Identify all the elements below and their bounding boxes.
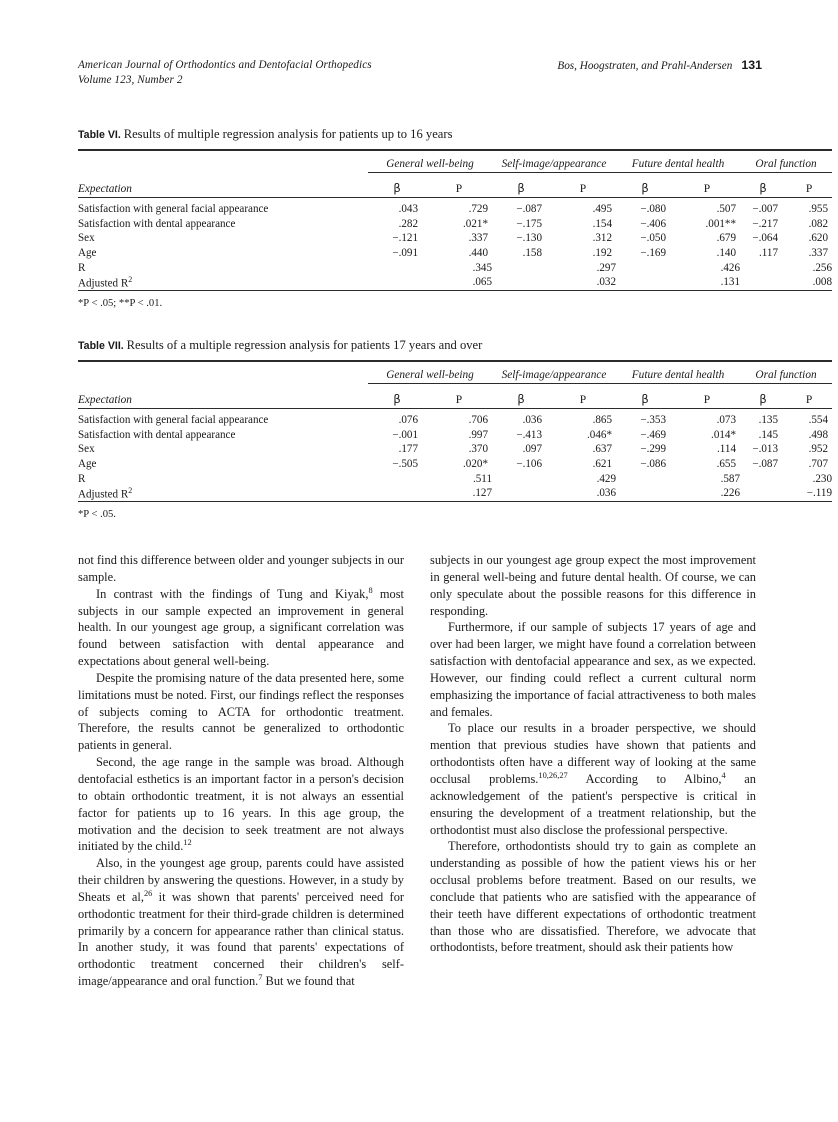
table-vi-s0-c3: .256: [812, 261, 833, 274]
table-vii-s1-c2: .226: [720, 487, 741, 500]
table-vi-s0-c2: .426: [720, 261, 741, 274]
table-vi-s1-c1: .032: [596, 276, 616, 289]
paragraph: [78, 754, 404, 855]
table-vii-r0-c2: .036: [492, 409, 550, 428]
table-vi-s1-c0: .065: [472, 276, 492, 289]
table-vi-group-0: General well-being: [368, 150, 492, 173]
table-vi-s1-label-text: Adjusted R: [78, 277, 129, 290]
journal-title: American Journal of Orthodontics and Dentofacial Orthopedics: [78, 59, 372, 71]
table-vii-r1-c3: .046*: [587, 428, 612, 441]
page-number: 131: [741, 58, 762, 72]
table-row: [78, 217, 832, 232]
table-vii-r1-c4: −.469: [640, 428, 666, 441]
table-vi-sub-0-beta: β: [393, 181, 401, 195]
table-vi-r1-c3: .154: [592, 217, 612, 230]
table-vi-r2-c3: .312: [592, 232, 612, 245]
reference-marker: 4: [721, 770, 726, 780]
table-vii-footnote: *P < .05.: [78, 508, 116, 520]
table-vii-r3-c6: −.087: [752, 458, 779, 471]
table-row: [78, 457, 832, 472]
table-vii-r3-c7: .707: [808, 458, 829, 471]
paragraph: [78, 855, 404, 990]
table-vi-r1-c0: .282: [398, 217, 418, 230]
paragraph: Therefore, orthodontists should try to gain as complete an understanding as possible of how the patient views his or her occlusal problems before treatment. Based on our results, we conclude that patients who are satisfied with the appearance of their teeth have different expectations of orthodontic treatment than those who are dissatisfied. Therefore, we advocate that orthodontists, before treatment, should ask their patients how: [430, 839, 756, 955]
table-vi-r1-c2: −.175: [516, 217, 542, 230]
table-row: [78, 198, 832, 217]
table-vii: [78, 360, 832, 503]
paragraph-text: Second, the age range in the sample was broad. Although dentofacial esthetics is an important factor in a person's decision to obtain orthodontic treatment, it is not always an essential factor for patients up to 16 years. In this age group, the motivation and the decision to seek treatment are not always initiated by the child.: [78, 755, 404, 854]
paragraph-text: In contrast with the findings of Tung and Kiyak,: [96, 586, 369, 601]
paragraph-text-cont2: an acknowledgement of the patient's perspective is critical in ensuring the development of a treatment relationship, but the orthodontist must also disclose the professional perspective.: [430, 771, 756, 837]
table-row: [78, 428, 832, 443]
table-vi-r0-label: Satisfaction with general facial appearance: [78, 198, 368, 217]
table-vii-r0-c5: .073: [674, 409, 740, 428]
body-right-column: [430, 552, 756, 956]
running-head-authors: Bos, Hoogstraten, and Prahl-Andersen: [557, 60, 733, 72]
table-vii-sub-1-beta: β: [517, 392, 525, 406]
table-vii-s0-c0: .511: [472, 472, 492, 485]
table-vi-r3-c0: −.091: [392, 247, 418, 260]
paragraph-text-cont2: But we found that: [262, 974, 355, 989]
table-vii-r1-c7: .498: [808, 428, 829, 441]
table-vii-group-1: Self-image/appearance: [492, 361, 616, 384]
running-head: [78, 58, 762, 88]
table-vii-group-header-row: [78, 361, 832, 384]
table-vi-stub-header: Expectation: [78, 183, 132, 195]
table-vi-r2-c2: −.130: [516, 232, 542, 245]
table-vi-r2-c1: .337: [468, 232, 488, 245]
table-row: [78, 231, 832, 246]
table-vii-group-0: General well-being: [368, 361, 492, 384]
table-vi-s0-c1: .297: [596, 261, 616, 274]
table-vii-r3-c5: .655: [716, 458, 737, 471]
table-row: [78, 260, 832, 275]
table-vii-r1-c0: −.001: [392, 428, 418, 441]
paragraph: [78, 586, 404, 670]
table-vii-r3-c0: −.505: [392, 458, 418, 471]
table-vi-sub-1-beta: β: [517, 181, 525, 195]
table-vi-r1-c5: .001**: [705, 217, 737, 230]
table-vi-r0-c7: .955: [786, 198, 832, 217]
table-vii-r2-c6: −.013: [752, 443, 779, 456]
table-vii-r2-c2: .097: [522, 443, 542, 456]
paragraph: Furthermore, if our sample of subjects 17 years of age and over had been larger, we might have found a correlation between satisfaction with dentofacial appearance and sex, as we expected. However, our finding could reflect a current cultural norm emphasizing the importance of facial attractiveness to both males and females.: [430, 620, 756, 719]
paragraph-text: To place our results in a broader perspective, we should mention that previous studies have shown that patients and orthodontists often have a different way of looking at the same occlusal problems.: [430, 721, 756, 786]
table-vi-sub-3-beta: β: [759, 181, 767, 195]
table-vii-s0-c3: .230: [812, 472, 833, 485]
table-vii-r2-c7: .952: [808, 443, 829, 456]
table-vi-r0-c5: .507: [674, 198, 740, 217]
table-vi-sub-2-p: P: [703, 183, 711, 195]
table-vii-r3-label: Age: [78, 458, 97, 471]
table-vii-block: [78, 338, 833, 520]
table-vi-r2-c6: −.064: [752, 232, 779, 245]
table-vi-s0-label: R: [78, 261, 86, 274]
table-vi-s1-c2: .131: [720, 276, 741, 289]
table-vii-r1-c6: .145: [758, 428, 779, 441]
table-vi-r3-c1: .440: [468, 247, 488, 260]
table-vii-s0-c1: .429: [596, 472, 616, 485]
paragraph-text-cont: most subjects in our sample expected an improvement in general health. In our youngest age group, a significant correlation was found between satisfaction with dental appearance and expectations about general well-being.: [78, 586, 404, 669]
table-vii-r0-c3: .865: [550, 409, 616, 428]
table-vi-r0-c0: .043: [368, 198, 426, 217]
table-vi-r1-c4: −.406: [640, 217, 666, 230]
table-row: [78, 409, 832, 428]
reference-marker: 7: [258, 972, 263, 982]
table-vi-r1-c1: .021*: [463, 217, 488, 230]
table-vi-group-1: Self-image/appearance: [492, 150, 616, 173]
table-vii-sub-0-beta: β: [393, 392, 401, 406]
paragraph-text-cont: it was shown that parents' perceived need for orthodontic treatment for their third-grade children is determined primarily by a concern for appearance rather than clinical status. In another study, it was found that parents' expectations of orthodontic treatment concerned their children's self-image/appearance and oral function.: [78, 889, 405, 989]
table-vii-r1-label: Satisfaction with dental appearance: [78, 428, 236, 441]
table-vii-r0-c6: .135: [740, 409, 786, 428]
table-vi-r3-c6: .117: [759, 247, 779, 260]
table-vii-group-2: Future dental health: [616, 361, 740, 384]
table-vi-r2-c0: −.121: [392, 232, 418, 245]
table-vi-sub-2-beta: β: [641, 181, 649, 195]
reference-marker: 10,26,27: [538, 770, 568, 780]
table-vi-s1-c3: .008: [812, 276, 833, 289]
table-vi-r2-label: Sex: [78, 232, 95, 245]
running-head-left: [78, 58, 372, 88]
table-vii-sub-2-beta: β: [641, 392, 649, 406]
table-vii-r1-c2: −.413: [516, 428, 542, 441]
table-vi-r2-c7: .620: [808, 232, 829, 245]
table-vi-sub-0-p: P: [455, 183, 463, 195]
table-vi-r3-c3: .192: [592, 247, 612, 260]
paragraph: not find this difference between older and younger subjects in our sample.: [78, 553, 404, 584]
table-vi-r0-c3: .495: [550, 198, 616, 217]
table-vi-number: Table VI.: [78, 129, 121, 141]
table-vi-r3-c4: −.169: [640, 247, 666, 260]
table-vii-r3-c4: −.086: [640, 458, 666, 471]
table-vii-r0-label: Satisfaction with general facial appearance: [78, 409, 368, 428]
table-vi-sub-1-p: P: [579, 183, 587, 195]
table-vii-s0-c2: .587: [720, 472, 741, 485]
table-vii-s1-label-sup: 2: [128, 485, 133, 495]
table-vii-r2-c4: −.299: [640, 443, 666, 456]
table-vii-s0-label: R: [78, 472, 86, 485]
table-vi: [78, 149, 832, 292]
table-vii-sub-1-p: P: [579, 394, 587, 406]
table-vii-s1-label-text: Adjusted R: [78, 488, 129, 501]
table-vii-group-3: Oral function: [740, 361, 832, 384]
table-row: [78, 486, 832, 501]
reference-marker: 8: [368, 585, 373, 595]
table-vii-caption: [78, 338, 762, 354]
table-vi-block: [78, 127, 833, 309]
reference-marker: 12: [183, 838, 192, 848]
table-vi-r3-c7: .337: [808, 247, 829, 260]
table-vii-r0-c1: .706: [426, 409, 492, 428]
table-vii-r3-c3: .621: [592, 458, 612, 471]
table-vii-r2-c3: .637: [592, 443, 612, 456]
table-row: [78, 442, 832, 457]
table-vi-r1-c6: −.217: [752, 217, 779, 230]
table-vi-footnote: *P < .05; **P < .01.: [78, 297, 163, 309]
table-vii-number: Table VII.: [78, 340, 124, 352]
table-vii-sub-header-row: [78, 384, 832, 409]
table-vii-sub-3-p: P: [805, 394, 813, 406]
table-vi-caption: [78, 127, 762, 143]
paragraph: Despite the promising nature of the data presented here, some limitations must be noted. First, our findings reflect the responses of subjects coming to ACTA for orthodontic treatment. Therefore, the results cannot be generalized to orthodontic patients in general.: [78, 670, 404, 753]
body-left-column: [78, 552, 404, 990]
table-vi-r0-c2: −.087: [492, 198, 550, 217]
table-vi-r1-c7: .082: [808, 217, 829, 230]
paragraph: subjects in our youngest age group expect the most improvement in general well-being and future dental health. Of course, we can only speculate about the possible reasons for this difference in responding.: [430, 553, 756, 618]
table-vii-r2-c1: .370: [468, 443, 488, 456]
table-vii-s1-label: [78, 486, 368, 501]
table-vii-stub-blank: [78, 361, 368, 384]
paragraph-text-cont: According to Albino,: [567, 771, 722, 786]
table-vi-r1-label: Satisfaction with dental appearance: [78, 217, 236, 230]
table-vi-stub-blank: [78, 150, 368, 173]
table-vii-r2-c5: .114: [717, 443, 737, 456]
table-vii-r3-c1: .020*: [463, 458, 488, 471]
table-vii-r0-c0: .076: [368, 409, 426, 428]
table-row: [78, 471, 832, 486]
table-vi-r0-c1: .729: [426, 198, 492, 217]
table-vii-sub-0-p: P: [455, 394, 463, 406]
table-vi-r3-label: Age: [78, 247, 97, 260]
table-vi-r0-c4: −.080: [616, 198, 674, 217]
table-vii-r2-c0: .177: [398, 443, 418, 456]
volume-line: Volume 123, Number 2: [78, 74, 183, 86]
table-vi-group-header-row: [78, 150, 832, 173]
table-vi-r3-c5: .140: [716, 247, 737, 260]
table-vii-sub-3-beta: β: [759, 392, 767, 406]
table-vi-r0-c6: −.007: [740, 198, 786, 217]
table-vii-s1-c1: .036: [596, 487, 616, 500]
table-vi-sub-header-row: [78, 173, 832, 198]
table-vi-r2-c5: .679: [716, 232, 737, 245]
table-row: [78, 275, 832, 290]
table-vi-s1-label-sup: 2: [128, 274, 133, 284]
table-vii-stub-header: Expectation: [78, 394, 132, 406]
table-vi-r3-c2: .158: [522, 247, 542, 260]
paragraph: [430, 720, 756, 838]
table-vii-r3-c2: −.106: [516, 458, 542, 471]
table-vi-r2-c4: −.050: [640, 232, 666, 245]
table-vii-sub-2-p: P: [703, 394, 711, 406]
table-vii-r0-c7: .554: [786, 409, 832, 428]
table-row: [78, 246, 832, 261]
table-vii-title: Results of a multiple regression analysis for patients 17 years and over: [126, 338, 483, 352]
running-head-right: [557, 58, 762, 72]
table-vii-r0-c4: −.353: [616, 409, 674, 428]
table-vi-title: Results of multiple regression analysis for patients up to 16 years: [123, 127, 453, 141]
table-vii-s1-c0: .127: [472, 487, 492, 500]
table-vi-sub-3-p: P: [805, 183, 813, 195]
table-vii-r1-c5: .014*: [711, 428, 737, 441]
table-vii-r2-label: Sex: [78, 443, 95, 456]
reference-marker: 26: [143, 888, 153, 898]
paragraph-text: Also, in the youngest age group, parents could have assisted their children by answering the questions. However, in a study by Sheats et al,: [78, 856, 404, 904]
table-vi-group-2: Future dental health: [616, 150, 740, 173]
table-vi-group-3: Oral function: [740, 150, 832, 173]
table-vii-r1-c1: .997: [468, 428, 488, 441]
table-vi-s0-c0: .345: [472, 261, 492, 274]
table-vi-s1-label: [78, 275, 368, 290]
table-vii-s1-c3: −.119: [806, 487, 833, 500]
